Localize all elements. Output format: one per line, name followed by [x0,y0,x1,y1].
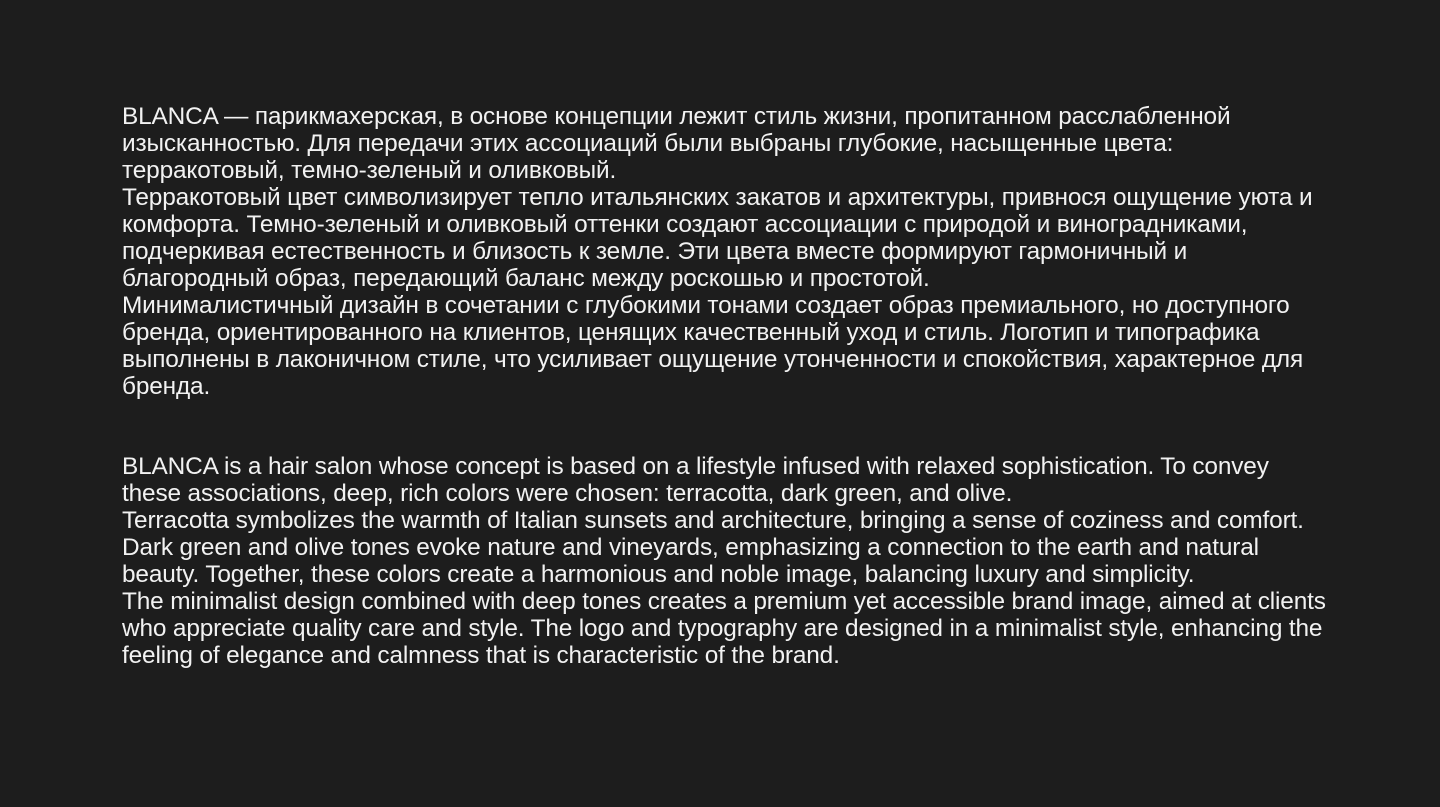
russian-paragraph-1: BLANCA — парикмахерская, в основе концепции лежит стиль жизни, пропитанном расслабленной изысканностью. Для передачи этих ассоциаций были выбраны глубокие, насыщенные цвета: терракотовый, темно-зеленый и оливковый. [122,103,1231,184]
russian-paragraph-3: Минималистичный дизайн в сочетании с глубокими тонами создает образ премиального, но доступного бренда, ориентированного на клиентов, ценящих качественный уход и стиль. Логотип и типографика выполнены в лаконичном стиле, что усиливает ощущение утонченности и спокойствия, характерное для бренда. [122,292,1304,400]
russian-paragraph-2: Терракотовый цвет символизирует тепло итальянских закатов и архитектуры, привнося ощущение уюта и комфорта. Темно-зеленый и оливковый оттенки создают ассоциации с природой и виноградниками, подчеркивая естественность и близость к земле. Эти цвета вместе формируют гармоничный и благородный образ, передающий баланс между роскошью и простотой. [122,184,1313,292]
english-paragraph-3: The minimalist design combined with deep tones creates a premium yet accessible brand image, aimed at clients who appreciate quality care and style. The logo and typography are designed in a minimalist style, enhancing the feeling of elegance and calmness that is characteristic of the brand. [122,588,1326,669]
russian-description [122,103,1332,400]
english-paragraph-2: Terracotta symbolizes the warmth of Italian sunsets and architecture, bringing a sense of coziness and comfort. Dark green and olive tones evoke nature and vineyards, emphasizing a connection to the earth and natural beauty. Together, these colors create a harmonious and noble image, balancing luxury and simplicity. [122,507,1304,588]
english-paragraph-1: BLANCA is a hair salon whose concept is based on a lifestyle infused with relaxed sophistication. To convey these associations, deep, rich colors were chosen: terracotta, dark green, and olive. [122,453,1269,507]
english-description [122,453,1332,669]
